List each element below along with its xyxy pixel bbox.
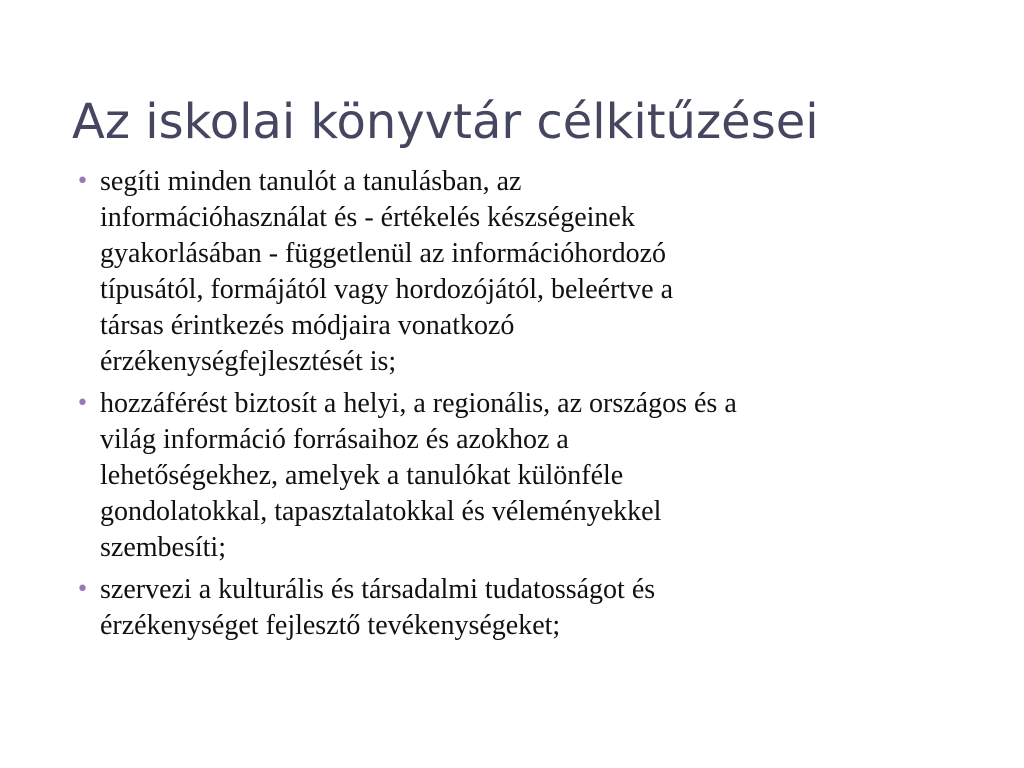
bullet-2-line-5: szembesíti; xyxy=(100,532,226,563)
bullet-item-2 xyxy=(72,386,954,566)
bullet-2-line-4: gondolatokkal, tapasztalatokkal és véleményekkel xyxy=(100,496,662,527)
bullet-1-line-2: információhasználat és - értékelés készségeinek xyxy=(100,202,635,233)
slide-title: Az iskolai könyvtár célkitűzései xyxy=(72,94,819,150)
bullet-dot-icon: • xyxy=(76,391,89,416)
bullet-item-3 xyxy=(72,572,954,644)
bullet-2-line-2: világ információ forrásaihoz és azokhoz a xyxy=(100,424,569,455)
bullet-1-line-4: típusától, formájától vagy hordozójától, beleértve a xyxy=(100,274,674,305)
bullet-dot-icon: • xyxy=(76,577,89,602)
bullet-1-line-3: gyakorlásában - függetlenül az információhordozó xyxy=(100,238,667,269)
bullet-1-line-1: segíti minden tanulót a tanulásban, az xyxy=(100,166,522,197)
bullet-2-line-3: lehetőségekhez, amelyek a tanulókat különféle xyxy=(100,460,624,491)
bullet-dot-icon: • xyxy=(76,169,89,194)
bullet-item-1 xyxy=(72,164,954,380)
bullet-1-line-6: érzékenységfejlesztését is; xyxy=(100,346,397,377)
bullet-3-line-2: érzékenységet fejlesztő tevékenységeket; xyxy=(100,610,561,641)
bullet-1-line-5: társas érintkezés módjaira vonatkozó xyxy=(100,310,515,341)
bullet-list xyxy=(72,164,954,644)
bullet-2-line-1: hozzáférést biztosít a helyi, a regionális, az országos és a xyxy=(100,388,737,419)
bullet-3-line-1: szervezi a kulturális és társadalmi tudatosságot és xyxy=(100,574,656,605)
